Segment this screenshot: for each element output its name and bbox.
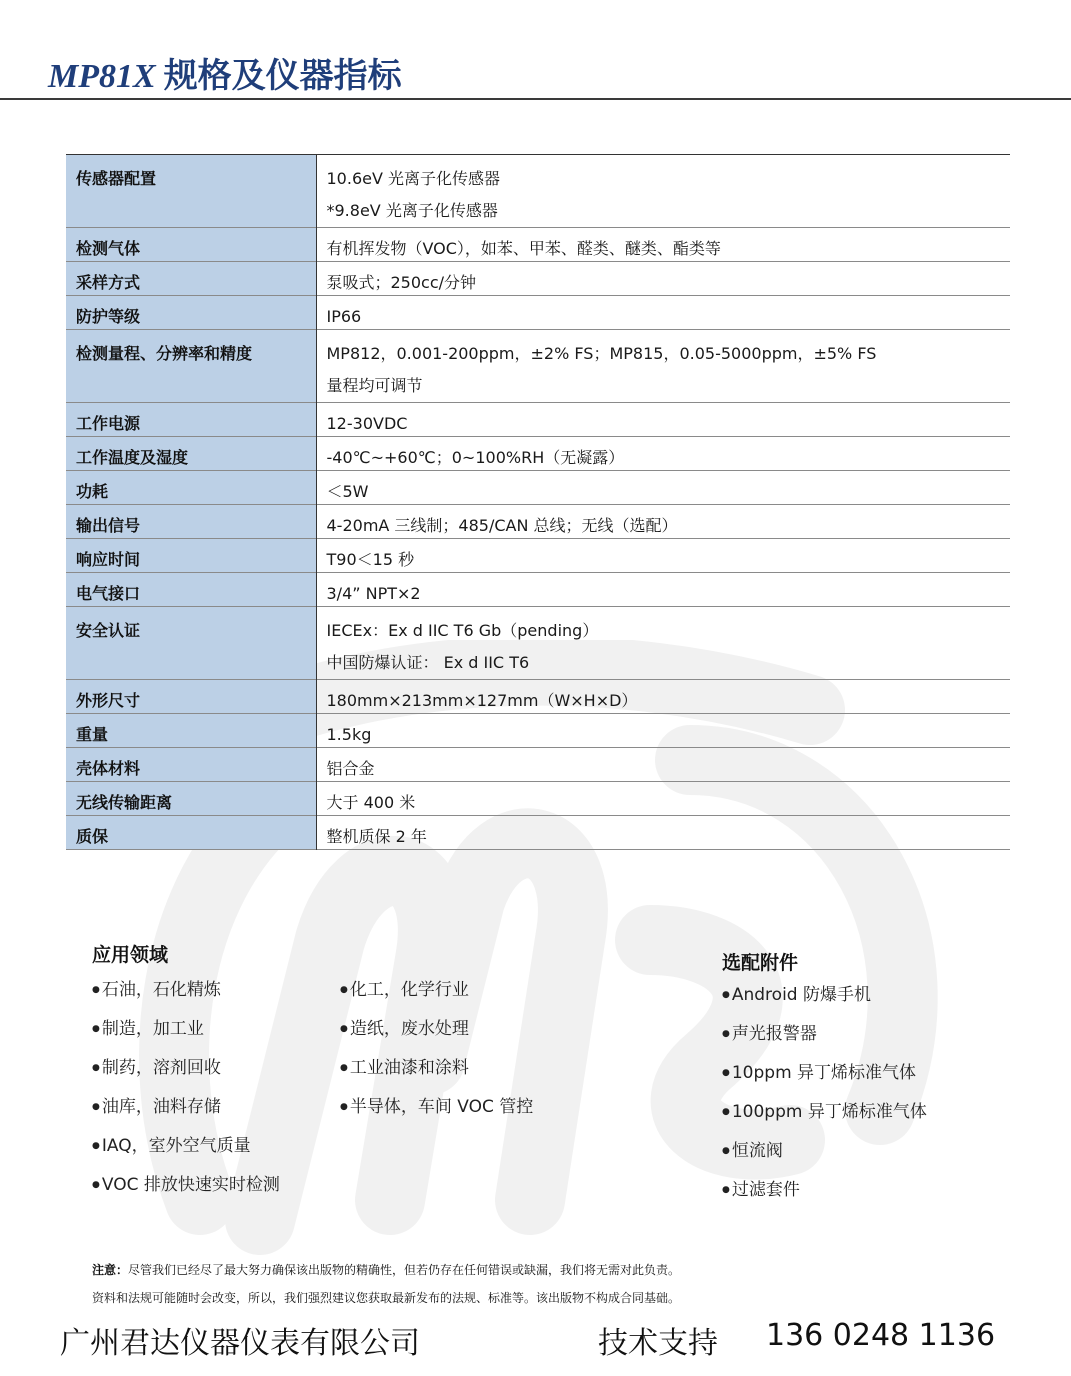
spec-row-interface	[66, 573, 1010, 607]
list-item: ● 100ppm 异丁烯标准气体	[722, 1100, 927, 1139]
spec-value: 整机质保 2 年	[316, 816, 1010, 850]
spec-label: 外形尺寸	[66, 680, 316, 714]
spec-value: 180mm×213mm×127mm（W×H×D）	[316, 680, 1010, 714]
spec-row-weight	[66, 714, 1010, 748]
spec-row-dimensions	[66, 680, 1010, 714]
spec-value: 泵吸式；250cc/分钟	[316, 262, 1010, 296]
accessories-list	[722, 983, 927, 1217]
disclaimer-label: 注意：	[92, 1263, 129, 1277]
spec-value: 12-30VDC	[316, 403, 1010, 437]
list-item: ● 恒流阀	[722, 1139, 927, 1178]
spec-label: 传感器配置	[66, 155, 316, 228]
list-item: ● 声光报警器	[722, 1022, 927, 1061]
spec-table	[66, 154, 1010, 850]
list-item: ● 工业油漆和涂料	[340, 1056, 533, 1095]
spec-label: 壳体材料	[66, 748, 316, 782]
spec-value	[316, 330, 1010, 403]
support-phone: 136 0248 1136	[766, 1318, 996, 1353]
spec-row-warranty	[66, 816, 1010, 850]
applications-list-left	[92, 978, 280, 1212]
list-item: ● 10ppm 异丁烯标准气体	[722, 1061, 927, 1100]
list-item: ● 石油，石化精炼	[92, 978, 280, 1017]
list-item: ● 油库，油料存储	[92, 1095, 280, 1134]
list-item: ● 半导体，车间 VOC 管控	[340, 1095, 533, 1134]
spec-label: 检测气体	[66, 228, 316, 262]
spec-label: 电气接口	[66, 573, 316, 607]
disclaimer-line-2: 资料和法规可能随时会改变，所以，我们强烈建议您获取最新发布的法规、标准等。该出版物不构成合同基础。	[92, 1291, 681, 1305]
spec-value	[316, 607, 1010, 680]
list-item: ● 制造，加工业	[92, 1017, 280, 1056]
disclaimer-line-1	[92, 1256, 680, 1284]
spec-row-housing	[66, 748, 1010, 782]
spec-label: 质保	[66, 816, 316, 850]
spec-value-line: *9.8eV 光离子化传感器	[326, 201, 498, 220]
list-item: ● Android 防爆手机	[722, 983, 927, 1022]
spec-label: 安全认证	[66, 607, 316, 680]
spec-value: 3/4” NPT×2	[316, 573, 1010, 607]
spec-value-line: 10.6eV 光离子化传感器	[326, 169, 501, 188]
applications-heading: 应用领域	[92, 944, 169, 966]
spec-value: 有机挥发物（VOC），如苯、甲苯、醛类、醚类、酯类等	[316, 228, 1010, 262]
spec-value-line: 中国防爆认证： Ex d IIC T6	[326, 653, 530, 672]
spec-value: 铝合金	[316, 748, 1010, 782]
spec-row-temperature	[66, 437, 1010, 471]
spec-label: 防护等级	[66, 296, 316, 330]
title-text: 规格及仪器指标	[163, 56, 402, 96]
spec-row-certification	[66, 607, 1010, 680]
accessories-heading: 选配附件	[722, 952, 799, 974]
spec-row-wireless	[66, 782, 1010, 816]
spec-row-gas	[66, 228, 1010, 262]
spec-row-sampling	[66, 262, 1010, 296]
spec-row-response	[66, 539, 1010, 573]
list-item: ● 制药，溶剂回收	[92, 1056, 280, 1095]
spec-row-protection	[66, 296, 1010, 330]
spec-label: 检测量程、分辨率和精度	[66, 330, 316, 403]
spec-row-range	[66, 330, 1010, 403]
list-item: ● IAQ，室外空气质量	[92, 1134, 280, 1173]
support-label: 技术支持	[598, 1326, 718, 1361]
spec-value: ＜5W	[316, 471, 1010, 505]
list-item: ● 过滤套件	[722, 1178, 927, 1217]
spec-value: -40℃~+60℃；0~100%RH（无凝露）	[316, 437, 1010, 471]
spec-row-power	[66, 403, 1010, 437]
spec-label: 功耗	[66, 471, 316, 505]
spec-label: 工作温度及湿度	[66, 437, 316, 471]
spec-value	[316, 155, 1010, 228]
spec-row-sensor	[66, 155, 1010, 228]
spec-label: 响应时间	[66, 539, 316, 573]
list-item: ● 化工，化学行业	[340, 978, 533, 1017]
spec-value: IP66	[316, 296, 1010, 330]
disclaimer	[92, 1256, 680, 1312]
spec-value-line: 量程均可调节	[326, 376, 423, 395]
spec-value: 4-20mA 三线制；485/CAN 总线；无线（选配）	[316, 505, 1010, 539]
title-divider	[0, 98, 1071, 100]
applications-list-right	[340, 978, 533, 1134]
list-item: ● 造纸，废水处理	[340, 1017, 533, 1056]
company-name: 广州君达仪器仪表有限公司	[60, 1326, 420, 1361]
list-item: ● VOC 排放快速实时检测	[92, 1173, 280, 1212]
spec-row-consumption	[66, 471, 1010, 505]
spec-value: 大于 400 米	[316, 782, 1010, 816]
spec-value: 1.5kg	[316, 714, 1010, 748]
page-title	[48, 48, 402, 97]
spec-label: 无线传输距离	[66, 782, 316, 816]
spec-value-line: MP812，0.001-200ppm，±2% FS；MP815，0.05-5000ppm，±5% FS	[326, 344, 877, 363]
spec-label: 输出信号	[66, 505, 316, 539]
spec-value-line: IECEx：Ex d IIC T6 Gb（pending）	[326, 621, 599, 640]
spec-label: 采样方式	[66, 262, 316, 296]
spec-row-output	[66, 505, 1010, 539]
disclaimer-text: 尽管我们已经尽了最大努力确保该出版物的精确性，但若仍存在任何错误或缺漏，我们将无需对此负责。	[128, 1263, 681, 1277]
spec-label: 重量	[66, 714, 316, 748]
spec-label: 工作电源	[66, 403, 316, 437]
spec-value: T90＜15 秒	[316, 539, 1010, 573]
model-name: MP81X	[48, 58, 156, 95]
